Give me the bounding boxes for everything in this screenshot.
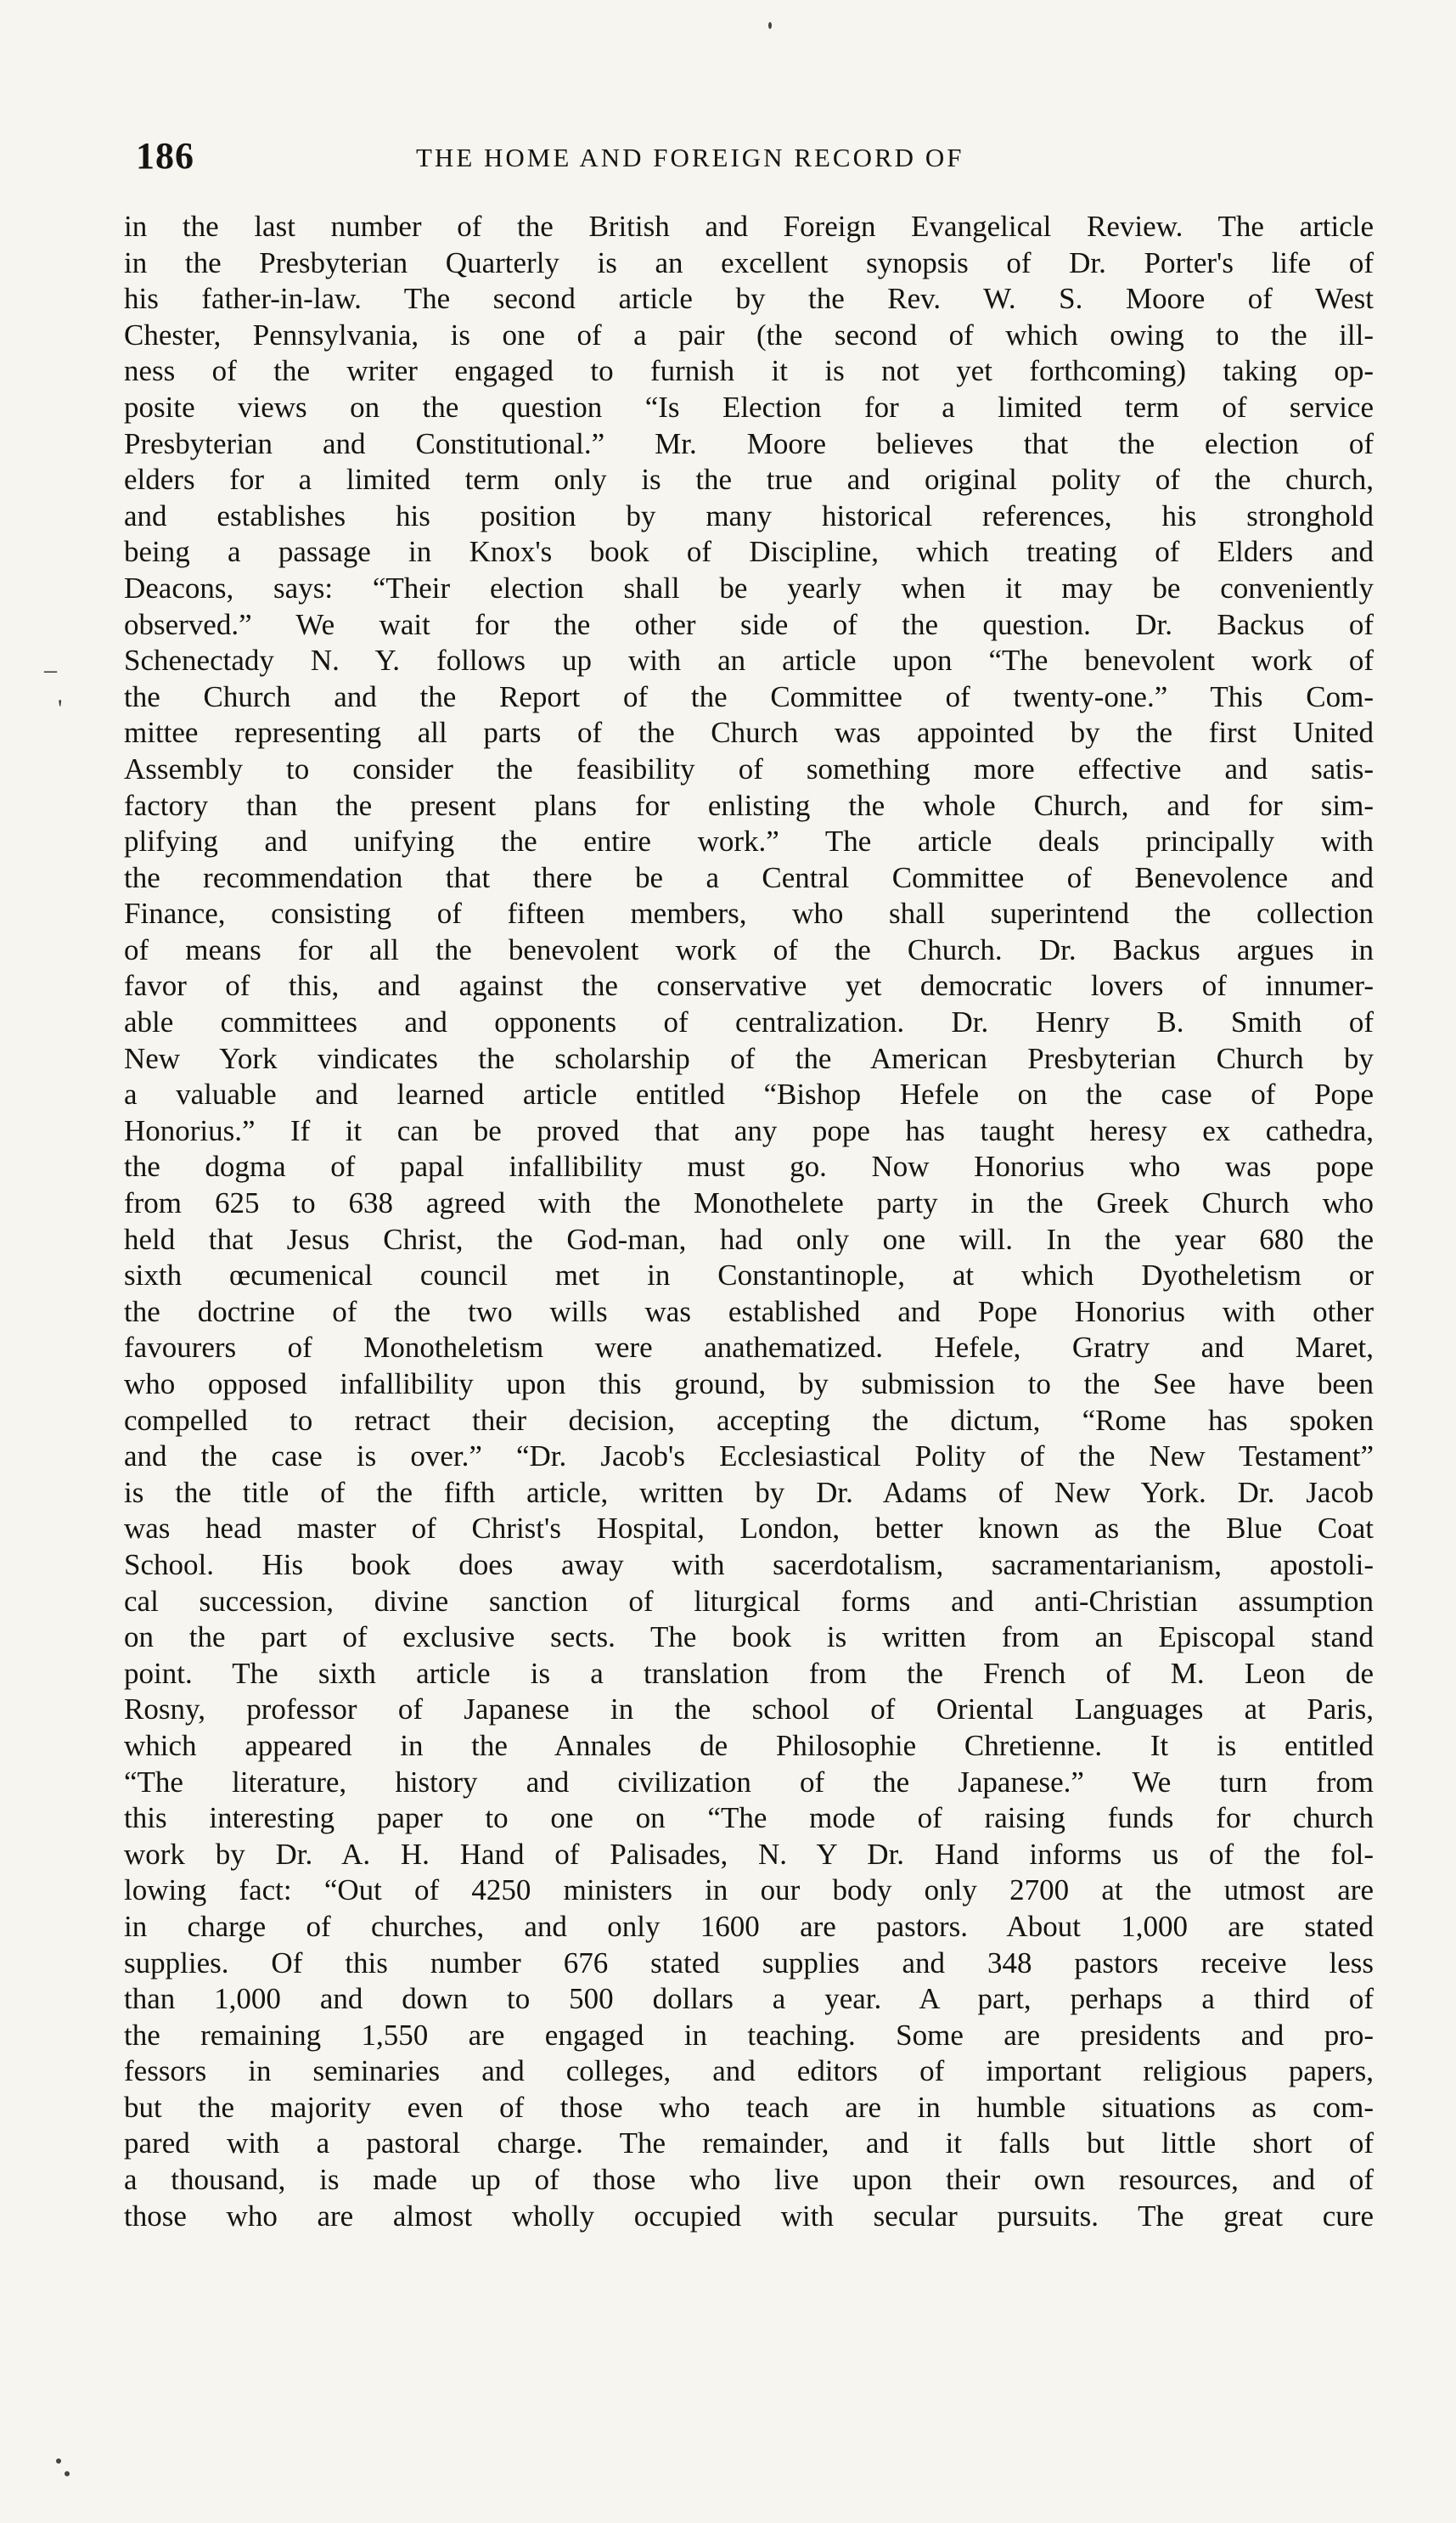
text-line: the recommendation that there be a Central Committee of Benevolence and	[124, 860, 1374, 894]
text-line: Presbyterian and Constitutional.” Mr. Moore believes that the election of	[124, 426, 1374, 460]
margin-dash-mark: –	[44, 656, 57, 684]
text-line: supplies. Of this number 676 stated supplies and 348 pastors receive less	[124, 1946, 1374, 1980]
text-line: favor of this, and against the conservative yet democratic lovers of innumer-	[124, 969, 1374, 1003]
text-line: the doctrine of the two wills was established and Pope Honorius with other	[124, 1294, 1374, 1328]
text-line: plifying and unifying the entire work.” The article deals principally with	[124, 825, 1374, 859]
text-line: and the case is over.” “Dr. Jacob's Ecclesiastical Polity of the New Testament”	[124, 1439, 1374, 1473]
text-line: able committees and opponents of centralization. Dr. Henry B. Smith of	[124, 1005, 1374, 1039]
text-line: Assembly to consider the feasibility of something more effective and satis-	[124, 752, 1374, 786]
text-line: New York vindicates the scholarship of the American Presbyterian Church by	[124, 1041, 1374, 1075]
text-line: and establishes his position by many historical references, his stronghold	[124, 498, 1374, 532]
text-line: the dogma of papal infallibility must go. Now Honorius who was pope	[124, 1150, 1374, 1184]
text-line: a valuable and learned article entitled “Bishop Hefele on the case of Pope	[124, 1078, 1374, 1112]
text-line: favourers of Monotheletism were anathematized. Hefele, Gratry and Maret,	[124, 1331, 1374, 1365]
text-line: Rosny, professor of Japanese in the school of Oriental Languages at Paris,	[124, 1692, 1374, 1726]
text-line: which appeared in the Annales de Philosophie Chretienne. It is entitled	[124, 1728, 1374, 1762]
running-head: THE HOME AND FOREIGN RECORD OF	[416, 143, 964, 172]
text-line: who opposed infallibility upon this ground, by submission to the See have been	[124, 1367, 1374, 1400]
text-line: being a passage in Knox's book of Discipline, which treating of Elders and	[124, 535, 1374, 569]
text-line: mittee representing all parts of the Church was appointed by the first United	[124, 716, 1374, 750]
text-line: than 1,000 and down to 500 dollars a year. A part, perhaps a third of	[124, 1982, 1374, 2016]
text-line: sixth œcumenical council met in Constantinople, at which Dyotheletism or	[124, 1259, 1374, 1292]
text-line: observed.” We wait for the other side of the question. Dr. Backus of	[124, 607, 1374, 641]
margin-tick-mark: '	[58, 695, 63, 723]
text-line: Chester, Pennsylvania, is one of a pair (the second of which owing to the ill-	[124, 318, 1374, 352]
page-header	[136, 134, 1384, 185]
page-number: 186	[136, 135, 194, 177]
text-line: ness of the writer engaged to furnish it is not yet forthcoming) taking op-	[124, 354, 1374, 388]
text-line: posite views on the question “Is Election for a limited term of service	[124, 390, 1374, 424]
text-line: held that Jesus Christ, the God-man, had only one will. In the year 680 the	[124, 1222, 1374, 1256]
text-line: “The literature, history and civilization of the Japanese.” We turn from	[124, 1765, 1374, 1799]
text-line: his father-in-law. The second article by the Rev. W. S. Moore of West	[124, 282, 1374, 316]
text-line: in the Presbyterian Quarterly is an excellent synopsis of Dr. Porter's life of	[124, 245, 1374, 279]
text-line: School. His book does away with sacerdotalism, sacramentarianism, apostoli-	[124, 1547, 1374, 1581]
text-line: in charge of churches, and only 1600 are pastors. About 1,000 are stated	[124, 1909, 1374, 1943]
text-line: compelled to retract their decision, accepting the dictum, “Rome has spoken	[124, 1403, 1374, 1437]
text-line: pared with a pastoral charge. The remainder, and it falls but little short of	[124, 2126, 1374, 2160]
text-line: Honorius.” If it can be proved that any pope has taught heresy ex cathedra,	[124, 1113, 1374, 1147]
text-line: point. The sixth article is a translation from the French of M. Leon de	[124, 1656, 1374, 1690]
text-line: Deacons, says: “Their election shall be yearly when it may be conveniently	[124, 571, 1374, 605]
text-line: Finance, consisting of fifteen members, who shall superintend the collection	[124, 897, 1374, 931]
text-line: work by Dr. A. H. Hand of Palisades, N. Y Dr. Hand informs us of the fol-	[124, 1837, 1374, 1871]
text-line: elders for a limited term only is the true and original polity of the church,	[124, 463, 1374, 497]
body-text	[124, 209, 1374, 2234]
text-line: this interesting paper to one on “The mode of raising funds for church	[124, 1801, 1374, 1835]
ink-speck	[768, 22, 772, 29]
text-line: the remaining 1,550 are engaged in teaching. Some are presidents and pro-	[124, 2018, 1374, 2052]
text-line: a thousand, is made up of those who live upon their own resources, and of	[124, 2163, 1374, 2197]
text-line: cal succession, divine sanction of liturgical forms and anti-Christian assumption	[124, 1584, 1374, 1618]
ink-speck	[56, 2458, 61, 2464]
text-line: was head master of Christ's Hospital, London, better known as the Blue Coat	[124, 1512, 1374, 1546]
text-line: but the majority even of those who teach are in humble situations as com-	[124, 2090, 1374, 2124]
text-line: is the title of the fifth article, written by Dr. Adams of New York. Dr. Jacob	[124, 1475, 1374, 1509]
text-line: on the part of exclusive sects. The book is written from an Episcopal stand	[124, 1620, 1374, 1654]
text-line: from 625 to 638 agreed with the Monothelete party in the Greek Church who	[124, 1186, 1374, 1220]
text-line: those who are almost wholly occupied with secular pursuits. The great cure	[124, 2199, 1374, 2233]
text-line: fessors in seminaries and colleges, and editors of important religious papers,	[124, 2054, 1374, 2088]
text-line: in the last number of the British and Foreign Evangelical Review. The article	[124, 210, 1374, 243]
text-line: the Church and the Report of the Committee of twenty-one.” This Com-	[124, 679, 1374, 713]
ink-speck	[65, 2471, 70, 2476]
text-line: Schenectady N. Y. follows up with an article upon “The benevolent work of	[124, 644, 1374, 678]
text-line: factory than the present plans for enlisting the whole Church, and for sim-	[124, 788, 1374, 822]
text-line: of means for all the benevolent work of the Church. Dr. Backus argues in	[124, 932, 1374, 966]
text-line: lowing fact: “Out of 4250 ministers in our body only 2700 at the utmost are	[124, 1873, 1374, 1907]
